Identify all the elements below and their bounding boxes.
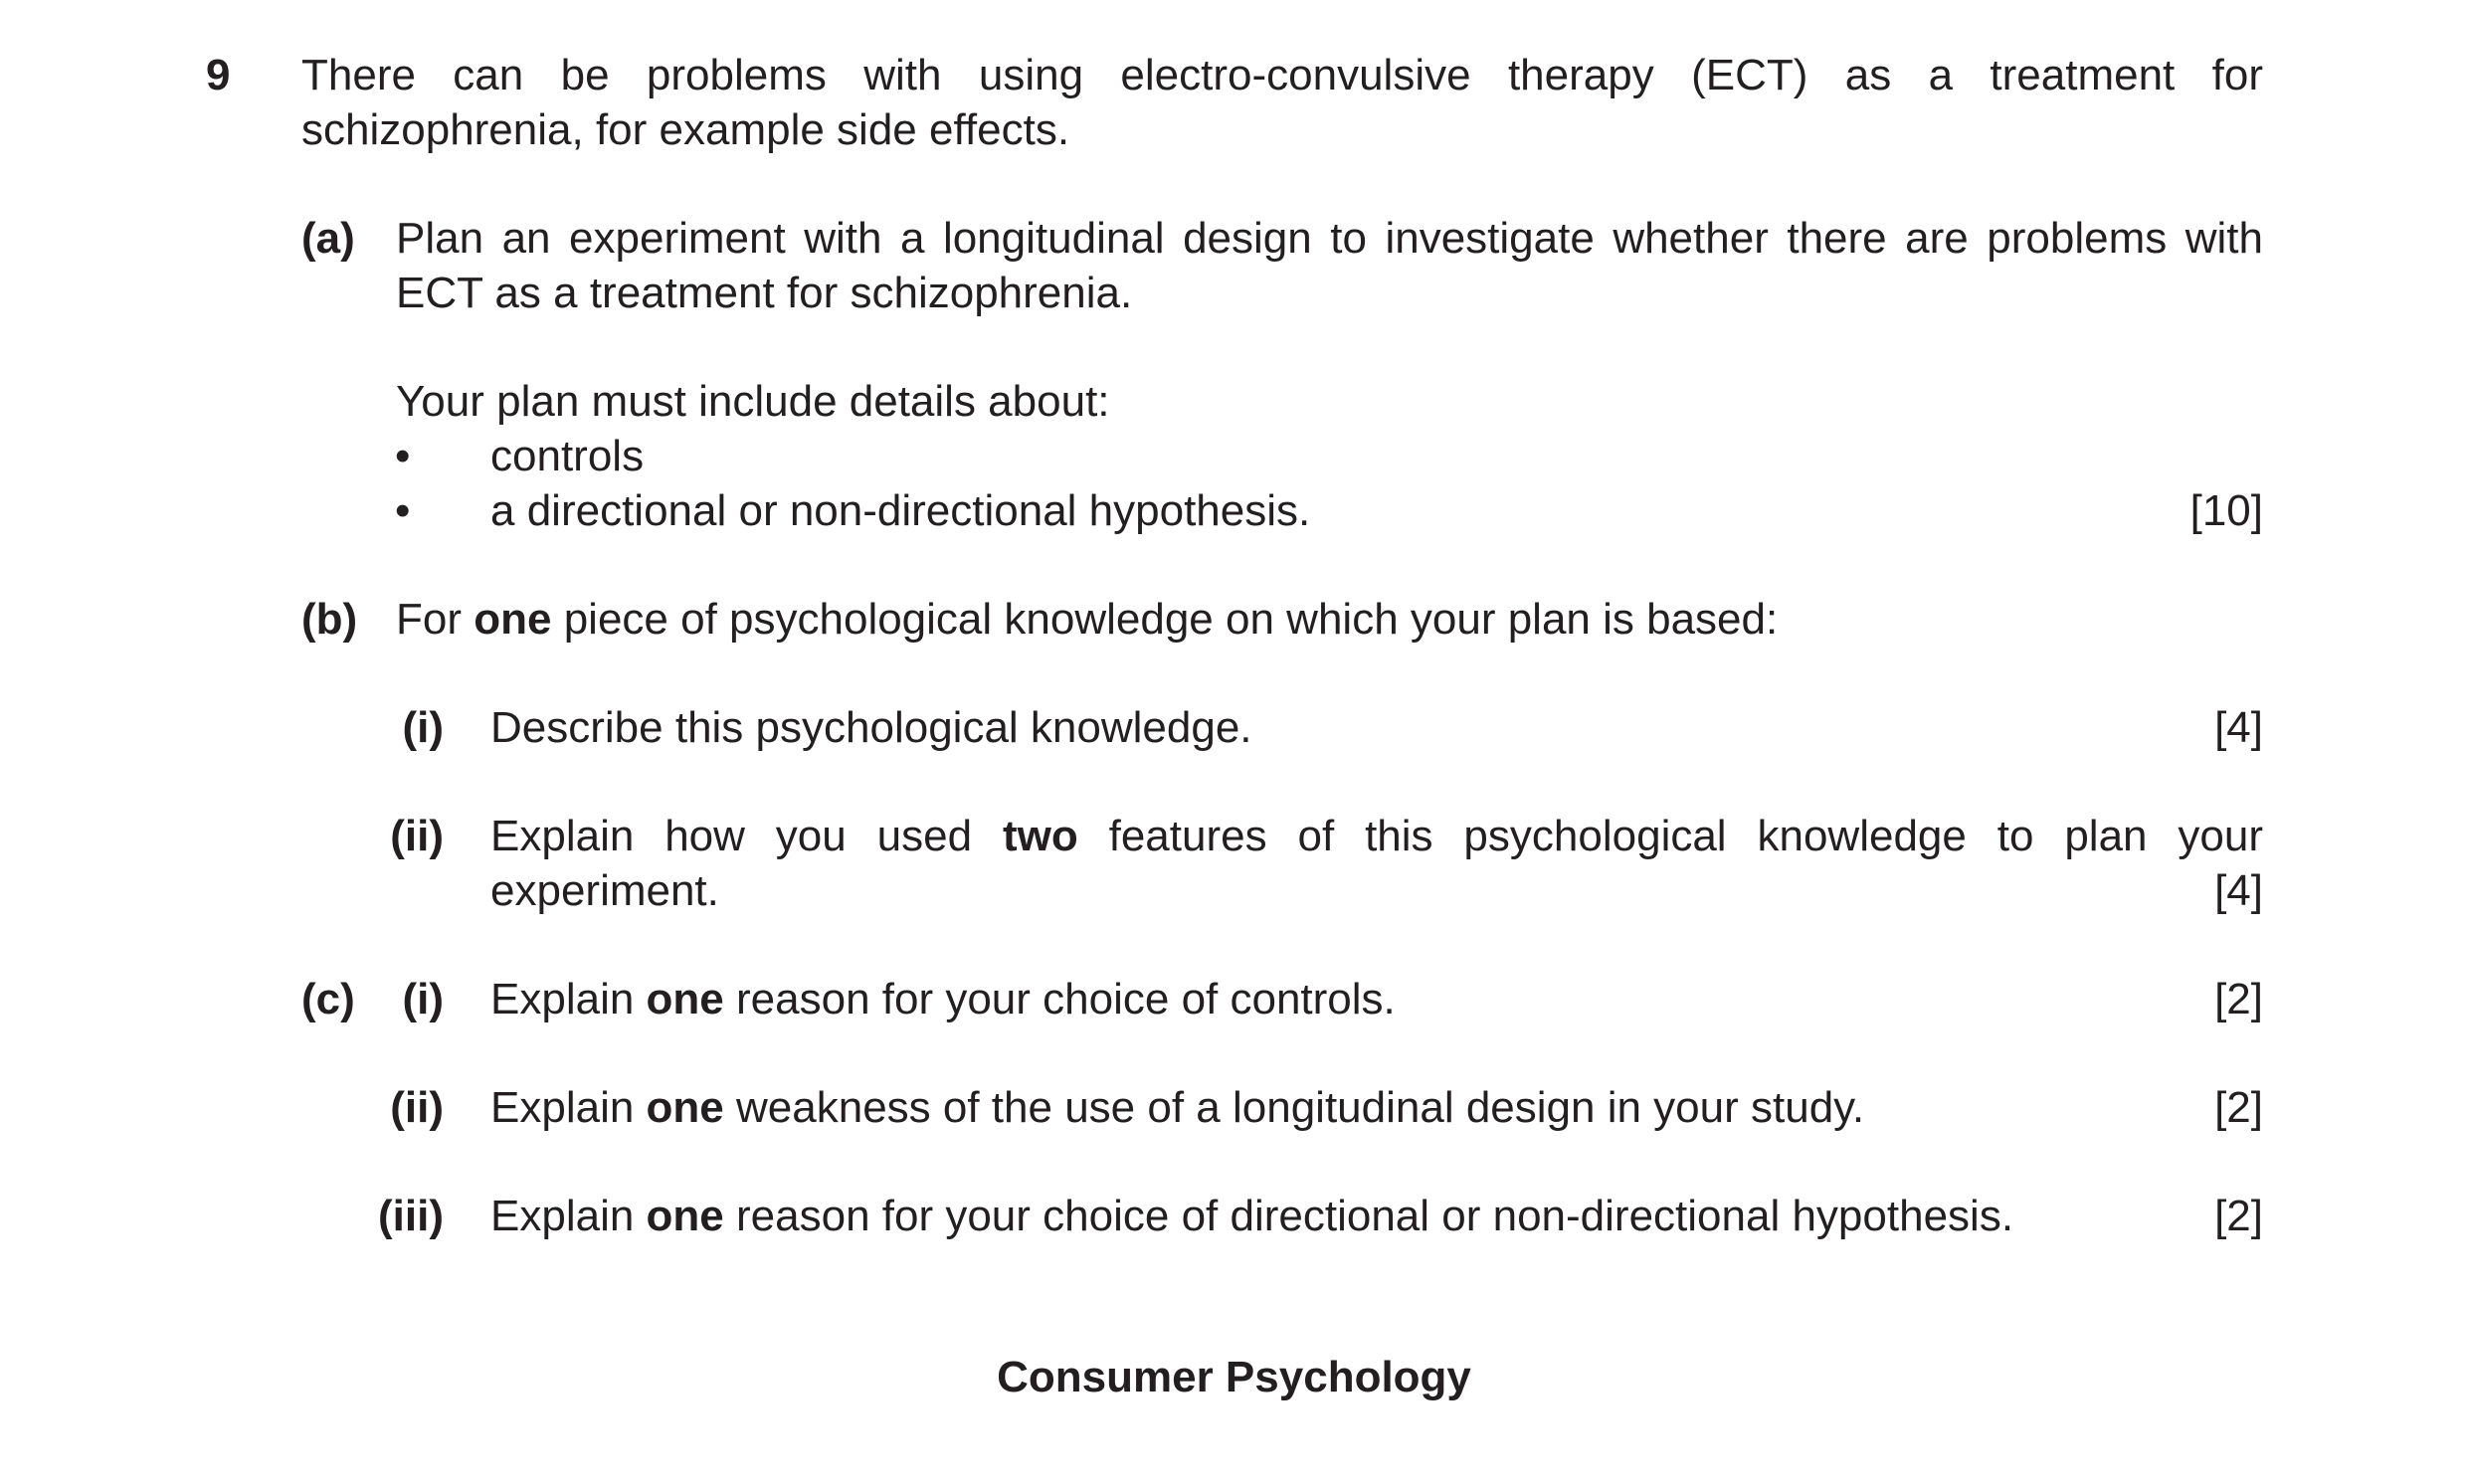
part-b-label: (b) xyxy=(301,595,358,644)
bullet-point: • xyxy=(395,432,411,480)
part-b-ii-label: (ii) xyxy=(390,812,444,860)
question-number: 9 xyxy=(206,51,231,99)
part-a-line-2: ECT as a treatment for schizophrenia. xyxy=(396,269,1133,317)
part-b-ii-line-1: Explain how you used two features of this psychological knowledge to plan your xyxy=(490,812,2264,860)
part-a-marks: [10] xyxy=(2189,486,2263,535)
section-heading: Consumer Psychology xyxy=(997,1353,1471,1401)
part-b-i-text: Describe this psychological knowledge. xyxy=(490,703,1252,752)
part-c-ii-text: Explain one weakness of the use of a longitudinal design in your study. xyxy=(490,1083,1865,1132)
question-intro-line-2: schizophrenia, for example side effects. xyxy=(301,105,1070,154)
part-c-label: (c) xyxy=(301,975,355,1023)
part-c-iii-marks: [2] xyxy=(2214,1192,2263,1240)
part-a-bullet-controls: controls xyxy=(490,432,645,480)
part-b-ii-line-2: experiment. xyxy=(490,866,719,915)
part-c-ii-label: (ii) xyxy=(390,1083,444,1132)
part-b-ii-marks: [4] xyxy=(2214,866,2263,915)
part-a-plan-intro: Your plan must include details about: xyxy=(396,377,1110,426)
part-b-text: For one piece of psychological knowledge on which your plan is based: xyxy=(396,595,1779,644)
part-c-iii-text: Explain one reason for your choice of directional or non-directional hypothesis. xyxy=(490,1192,2014,1240)
part-a-bullet-hypothesis: a directional or non-directional hypothesis. xyxy=(490,486,1311,535)
part-c-ii-marks: [2] xyxy=(2214,1083,2263,1132)
part-b-i-label: (i) xyxy=(402,703,444,752)
question-intro-line-1: There can be problems with using electro-convulsive therapy (ECT) as a treatment for xyxy=(301,51,2263,99)
part-c-iii-label: (iii) xyxy=(378,1192,444,1240)
part-b-i-marks: [4] xyxy=(2214,703,2263,752)
part-a-label: (a) xyxy=(301,214,355,263)
part-c-i-label: (i) xyxy=(402,975,444,1023)
part-a-line-1: Plan an experiment with a longitudinal design to investigate whether there are problems with xyxy=(396,214,2263,263)
part-c-i-text: Explain one reason for your choice of controls. xyxy=(490,975,1396,1023)
bullet-point: • xyxy=(395,486,411,535)
part-c-i-marks: [2] xyxy=(2214,975,2263,1023)
